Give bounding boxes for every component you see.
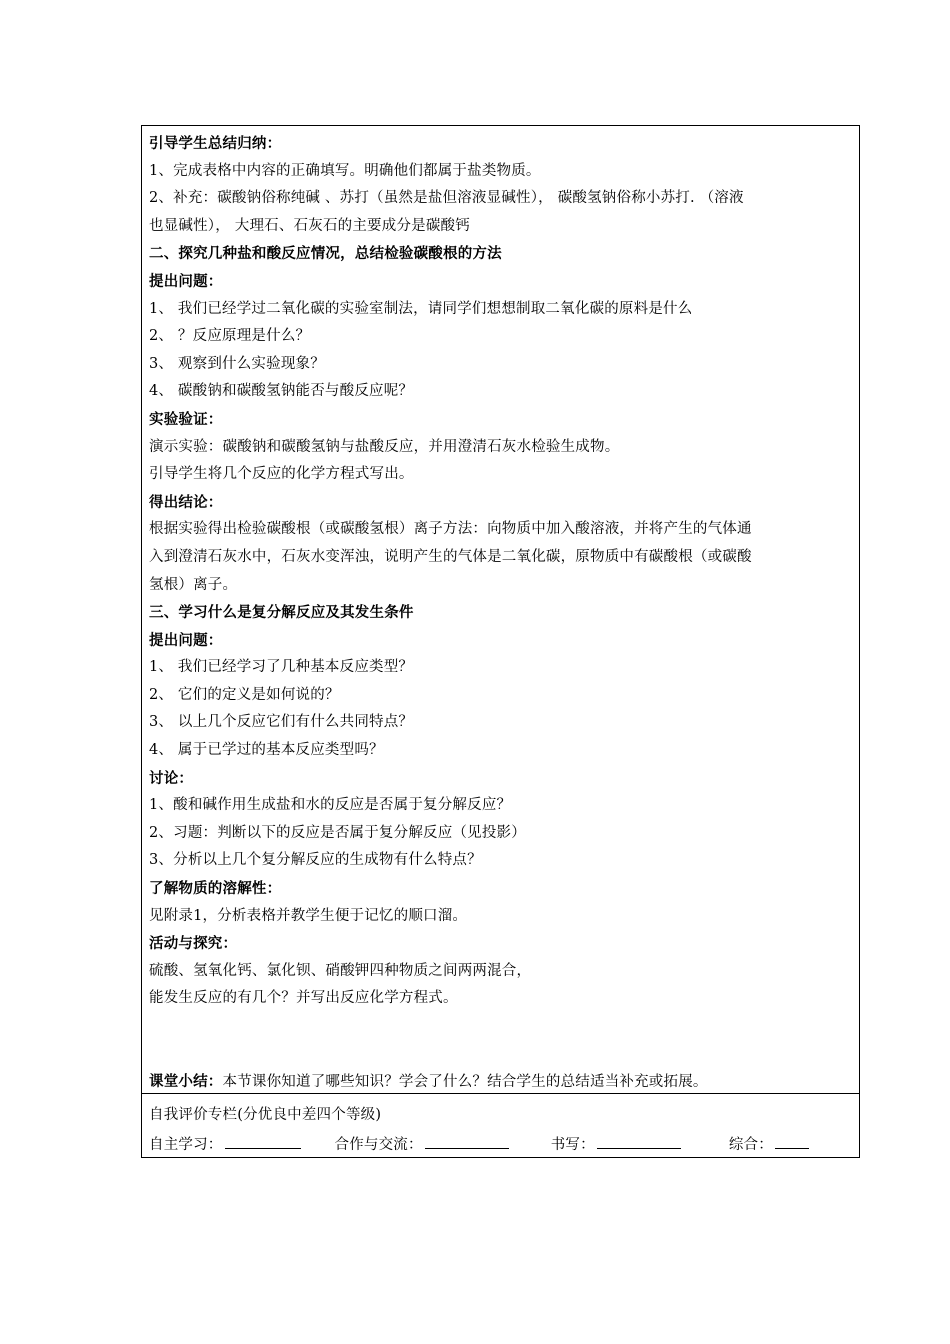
lesson-table xyxy=(141,125,860,1158)
section-2-title: 二、探究几种盐和酸反应情况，总结检验碳酸根的方法 xyxy=(149,245,502,263)
heading-questions-1: 提出问题： xyxy=(149,272,223,290)
question-1: 1、 我们已经学过二氧化碳的实验室制法，请同学们想想制取二氧化碳的原料是什么 xyxy=(149,300,693,317)
problem-3: 3、 以上几个反应它们有什么共同特点？ xyxy=(149,714,414,731)
discuss-2: 2、习题：判断以下的反应是否属于复分解反应（见投影） xyxy=(149,824,526,841)
overall-label: 综合： xyxy=(728,1137,773,1153)
heading-questions-2: 提出问题： xyxy=(149,631,223,649)
activity-1: 硫酸、氢氧化钙、氯化钡、硝酸钾四种物质之间两两混合， xyxy=(149,962,532,979)
question-4: 4、 碳酸钠和碳酸氢钠能否与酸反应呢？ xyxy=(149,383,414,400)
self-study-blank[interactable] xyxy=(225,1132,301,1149)
question-2: 2、 ？反应原理是什么？ xyxy=(149,328,311,345)
conclusion-1: 根据实验得出检验碳酸根（或碳酸氢根）离子方法：向物质中加入酸溶液，并将产生的气体通 xyxy=(149,521,752,538)
cooperation-blank[interactable] xyxy=(425,1132,509,1149)
writing-label: 书写： xyxy=(550,1137,595,1153)
self-study-label: 自主学习： xyxy=(149,1137,223,1153)
conclusion-3: 氢根）离子。 xyxy=(149,576,238,593)
heading-summary: 引导学生总结归纳： xyxy=(149,135,282,152)
verify-2: 引导学生将几个反应的化学方程式写出。 xyxy=(149,466,414,483)
summary-item-2a: 2、补充：碳酸钠俗称纯碱 、苏打（虽然是盐但溶液显碱性）， 碳酸氢钠俗称小苏打. （溶液 xyxy=(149,190,744,207)
heading-discuss: 讨论： xyxy=(149,769,194,787)
writing-blank[interactable] xyxy=(597,1132,681,1149)
solubility-1: 见附录1，分析表格并教学生便于记忆的顺口溜。 xyxy=(149,907,468,924)
evaluation-fields xyxy=(149,1130,852,1160)
activity-2: 能发生反应的有几个？并写出反应化学方程式。 xyxy=(149,990,458,1007)
blank-space xyxy=(149,1013,852,1068)
heading-conclusion: 得出结论： xyxy=(149,493,223,511)
problem-1: 1、 我们已经学习了几种基本反应类型？ xyxy=(149,659,414,676)
class-summary-label: 课堂小结： xyxy=(149,1073,223,1090)
discuss-3: 3、分析以上几个复分解反应的生成物有什么特点？ xyxy=(149,852,482,869)
summary-item-1: 1、完成表格中内容的正确填写。明确他们都属于盐类物质。 xyxy=(149,162,541,179)
discuss-1: 1、酸和碱作用生成盐和水的反应是否属于复分解反应？ xyxy=(149,797,512,814)
heading-activity: 活动与探究： xyxy=(149,935,238,953)
problem-4: 4、 属于已学过的基本反应类型吗？ xyxy=(149,742,384,759)
problem-2: 2、 它们的定义是如何说的？ xyxy=(149,686,340,703)
evaluation-title: 自我评价专栏(分优良中差四个等级) xyxy=(149,1107,382,1123)
verify-1: 演示实验：碳酸钠和碳酸氢钠与盐酸反应，并用澄清石灰水检验生成物。 xyxy=(149,438,620,455)
lesson-content-cell xyxy=(142,126,859,1094)
conclusion-2: 入到澄清石灰水中，石灰水变浑浊，说明产生的气体是二氧化碳，原物质中有碳酸根（或碳酸 xyxy=(149,548,752,565)
cooperation-label: 合作与交流： xyxy=(334,1137,423,1153)
heading-verify: 实验验证： xyxy=(149,410,223,428)
class-summary-text: 本节课你知道了哪些知识？学会了什么？结合学生的总结适当补充或拓展。 xyxy=(222,1074,708,1090)
heading-solubility: 了解物质的溶解性： xyxy=(149,880,282,898)
class-summary xyxy=(149,1068,852,1097)
summary-item-2b: 也显碱性）， 大理石、石灰石的主要成分是碳酸钙 xyxy=(149,217,470,234)
self-evaluation-cell xyxy=(142,1094,859,1159)
overall-blank[interactable] xyxy=(775,1132,809,1149)
section-3-title: 三、学习什么是复分解反应及其发生条件 xyxy=(149,604,414,622)
question-3: 3、 观察到什么实验现象？ xyxy=(149,355,325,372)
